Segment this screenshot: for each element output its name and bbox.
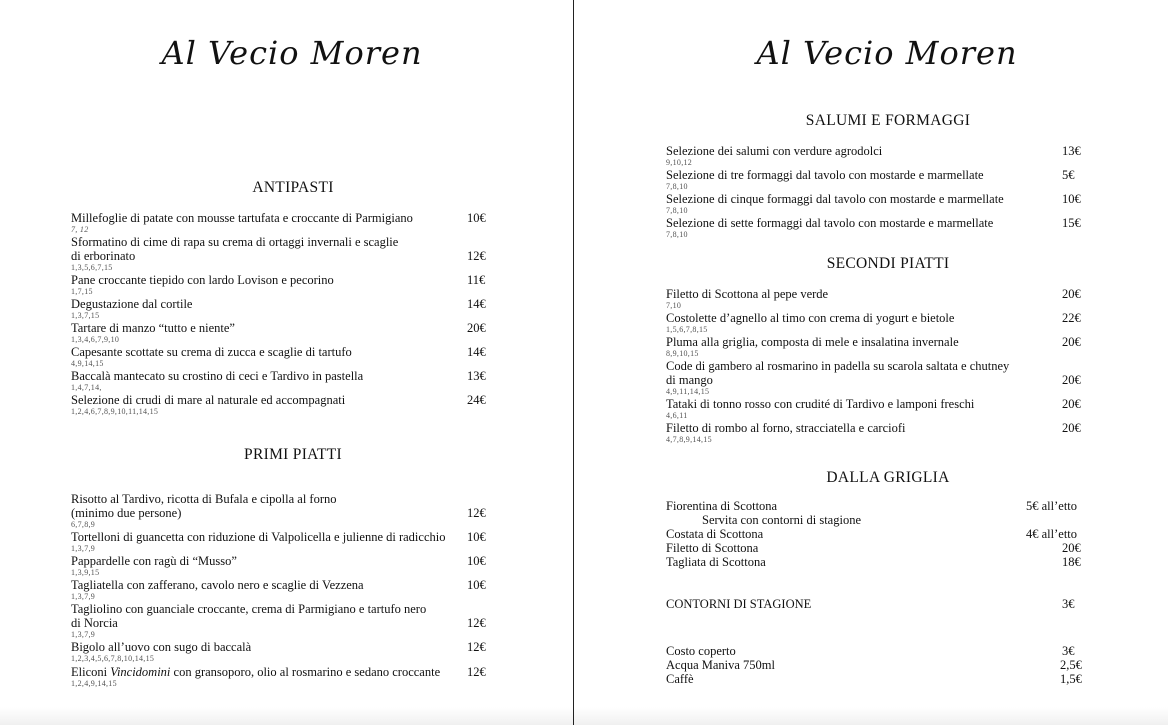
- allergens: 4,7,8,9,14,15: [666, 435, 712, 444]
- price: 12€: [467, 640, 486, 654]
- page-shadow: [0, 707, 573, 725]
- allergens: 4,9,14,15: [71, 359, 104, 368]
- price: 12€: [467, 616, 486, 630]
- price: 5€: [1062, 168, 1075, 182]
- price: 15€: [1062, 216, 1081, 230]
- section-title-griglia: DALLA GRIGLIA: [826, 469, 950, 486]
- restaurant-logo: Al Vecio Moren: [161, 34, 423, 72]
- allergens: 7,8,10: [666, 230, 688, 239]
- menu-item-note: Servita con contorni di stagione: [702, 513, 861, 527]
- menu-item: Pane croccante tiepido con lardo Lovison e pecorino 1,7,15: [71, 273, 334, 296]
- allergens: 7,8,10: [666, 206, 688, 215]
- price: 12€: [467, 249, 486, 263]
- menu-item: Tartare di manzo “tutto e niente” 1,3,4,6,7,9,10: [71, 321, 235, 344]
- page-shadow: [574, 707, 1168, 725]
- price: 22€: [1062, 311, 1081, 325]
- contorni-label: CONTORNI DI STAGIONE: [666, 597, 812, 611]
- menu-item-name: Filetto di Scottona: [666, 541, 759, 555]
- menu-item: Costolette d’agnello al timo con crema di yogurt e bietole 1,5,6,7,8,15: [666, 311, 955, 334]
- menu-item: Capesante scottate su crema di zucca e scaglie di tartufo 4,9,14,15: [71, 345, 352, 368]
- extra-item-name: Acqua Maniva 750ml: [666, 658, 776, 672]
- allergens: 1,3,5,6,7,15: [71, 263, 113, 272]
- menu-item: Tortelloni di guancetta con riduzione di Valpolicella e julienne di radicchio 1,3,7,9: [71, 530, 446, 553]
- price: 20€: [1062, 541, 1081, 555]
- menu-item: Code di gambero al rosmarino in padella su scarola saltata e chutney di mango 4,9,11,14,15: [666, 359, 1010, 396]
- menu-item: Pluma alla griglia, composta di mele e insalatina invernale 8,9,10,15: [666, 335, 959, 358]
- section-title-primi: PRIMI PIATTI: [244, 446, 342, 463]
- price: 13€: [1062, 144, 1081, 158]
- price: 2,5€: [1060, 658, 1082, 672]
- section-title-salumi: SALUMI E FORMAGGI: [805, 112, 971, 129]
- price: 18€: [1062, 555, 1081, 569]
- price: 14€: [467, 345, 486, 359]
- menu-item: Tagliolino con guanciale croccante, crema di Parmigiano e tartufo nero di Norcia 1,3,7,9: [71, 602, 427, 639]
- menu-item: Eliconi Vincidomini con gransoporo, olio al rosmarino e sedano croccante 1,2,4,9,14,15: [71, 665, 441, 688]
- menu-item: Risotto al Tardivo, ricotta di Bufala e cipolla al forno (minimo due persone) 6,7,8,9: [71, 492, 337, 529]
- menu-item-name: Costata di Scottona: [666, 527, 764, 541]
- price: 14€: [467, 297, 486, 311]
- section-title-antipasti: ANTIPASTI: [252, 179, 334, 196]
- price: 20€: [1062, 421, 1081, 435]
- menu-item: Bigolo all’uovo con sugo di baccalà 1,2,3,4,5,6,7,8,10,14,15: [71, 640, 252, 663]
- menu-page-right: [574, 0, 1168, 725]
- menu-item: Pappardelle con ragù di “Musso” 1,3,9,15: [71, 554, 237, 577]
- restaurant-logo: Al Vecio Moren: [756, 34, 1018, 72]
- price: 10€: [467, 530, 486, 544]
- allergens: 1,3,7,15: [71, 311, 100, 320]
- allergens: 1,7,15: [71, 287, 93, 296]
- price: 1,5€: [1060, 672, 1082, 686]
- price: 10€: [467, 578, 486, 592]
- price: 3€: [1062, 597, 1075, 611]
- price: 24€: [467, 393, 486, 407]
- menu-item: Sformatino di cime di rapa su crema di ortaggi invernali e scaglie di erborinato 1,3,5,6,7,15: [71, 235, 399, 272]
- allergens: 1,4,7,14,: [71, 383, 102, 392]
- allergens: 8,9,10,15: [666, 349, 699, 358]
- price: 20€: [1062, 287, 1081, 301]
- menu-page-left: [0, 0, 573, 725]
- allergens: 1,3,7,9: [71, 544, 96, 553]
- allergens: 1,3,4,6,7,9,10: [71, 335, 120, 344]
- allergens: 1,2,4,9,14,15: [71, 679, 117, 688]
- menu-item: Baccalà mantecato su crostino di ceci e Tardivo in pastella 1,4,7,14,: [71, 369, 364, 392]
- menu-item: Tagliatella con zafferano, cavolo nero e scaglie di Vezzena 1,3,7,9: [71, 578, 364, 601]
- section-title-secondi: SECONDI PIATTI: [826, 255, 950, 272]
- price: 11€: [467, 273, 486, 287]
- allergens: 6,7,8,9: [71, 520, 96, 529]
- price: 20€: [1062, 397, 1081, 411]
- menu-item: Selezione di crudi di mare al naturale ed accompagnati 1,2,4,6,7,8,9,10,11,14,15: [71, 393, 346, 416]
- menu-item-name: Fiorentina di Scottona: [666, 499, 778, 513]
- allergens: 1,2,4,6,7,8,9,10,11,14,15: [71, 407, 159, 416]
- extra-item-name: Caffè: [666, 672, 694, 686]
- allergens: 4,6,11: [666, 411, 688, 420]
- menu-item: Selezione dei salumi con verdure agrodolci 9,10,12: [666, 144, 883, 167]
- menu-item-name: Tagliata di Scottona: [666, 555, 766, 569]
- menu-item: Degustazione dal cortile 1,3,7,15: [71, 297, 193, 320]
- allergens: 1,2,3,4,5,6,7,8,10,14,15: [71, 654, 155, 663]
- price: 12€: [467, 665, 486, 679]
- price: 20€: [1062, 373, 1081, 387]
- menu-item: Millefoglie di patate con mousse tartufata e croccante di Parmigiano 7, 12: [71, 211, 413, 234]
- allergens: 4,9,11,14,15: [666, 387, 710, 396]
- extra-item-name: Costo coperto: [666, 644, 736, 658]
- menu-item: Selezione di cinque formaggi dal tavolo con mostarde e marmellate 7,8,10: [666, 192, 1004, 215]
- price: 13€: [467, 369, 486, 383]
- allergens: 9,10,12: [666, 158, 693, 167]
- price: 20€: [467, 321, 486, 335]
- price: 20€: [1062, 335, 1081, 349]
- price: 3€: [1062, 644, 1075, 658]
- allergens: 1,5,6,7,8,15: [666, 325, 708, 334]
- menu-item: Tataki di tonno rosso con crudité di Tardivo e lamponi freschi 4,6,11: [666, 397, 975, 420]
- price: 10€: [467, 211, 486, 225]
- price: 10€: [1062, 192, 1081, 206]
- allergens: 1,3,7,9: [71, 592, 96, 601]
- menu-item: Filetto di Scottona al pepe verde 7,10: [666, 287, 829, 310]
- allergens: 1,3,7,9: [71, 630, 96, 639]
- price: 10€: [467, 554, 486, 568]
- price: 5€ all’etto: [1026, 499, 1078, 513]
- menu-item: Selezione di sette formaggi dal tavolo con mostarde e marmellate 7,8,10: [666, 216, 994, 239]
- allergens: 1,3,9,15: [71, 568, 100, 577]
- menu-item: Filetto di rombo al forno, stracciatella e carciofi 4,7,8,9,14,15: [666, 421, 906, 444]
- allergens: 7,10: [666, 301, 682, 310]
- menu-item: Selezione di tre formaggi dal tavolo con mostarde e marmellate 7,8,10: [666, 168, 984, 191]
- allergens: 7,8,10: [666, 182, 688, 191]
- allergens: 7, 12: [71, 225, 89, 234]
- price: 4€ all’etto: [1026, 527, 1078, 541]
- price: 12€: [467, 506, 486, 520]
